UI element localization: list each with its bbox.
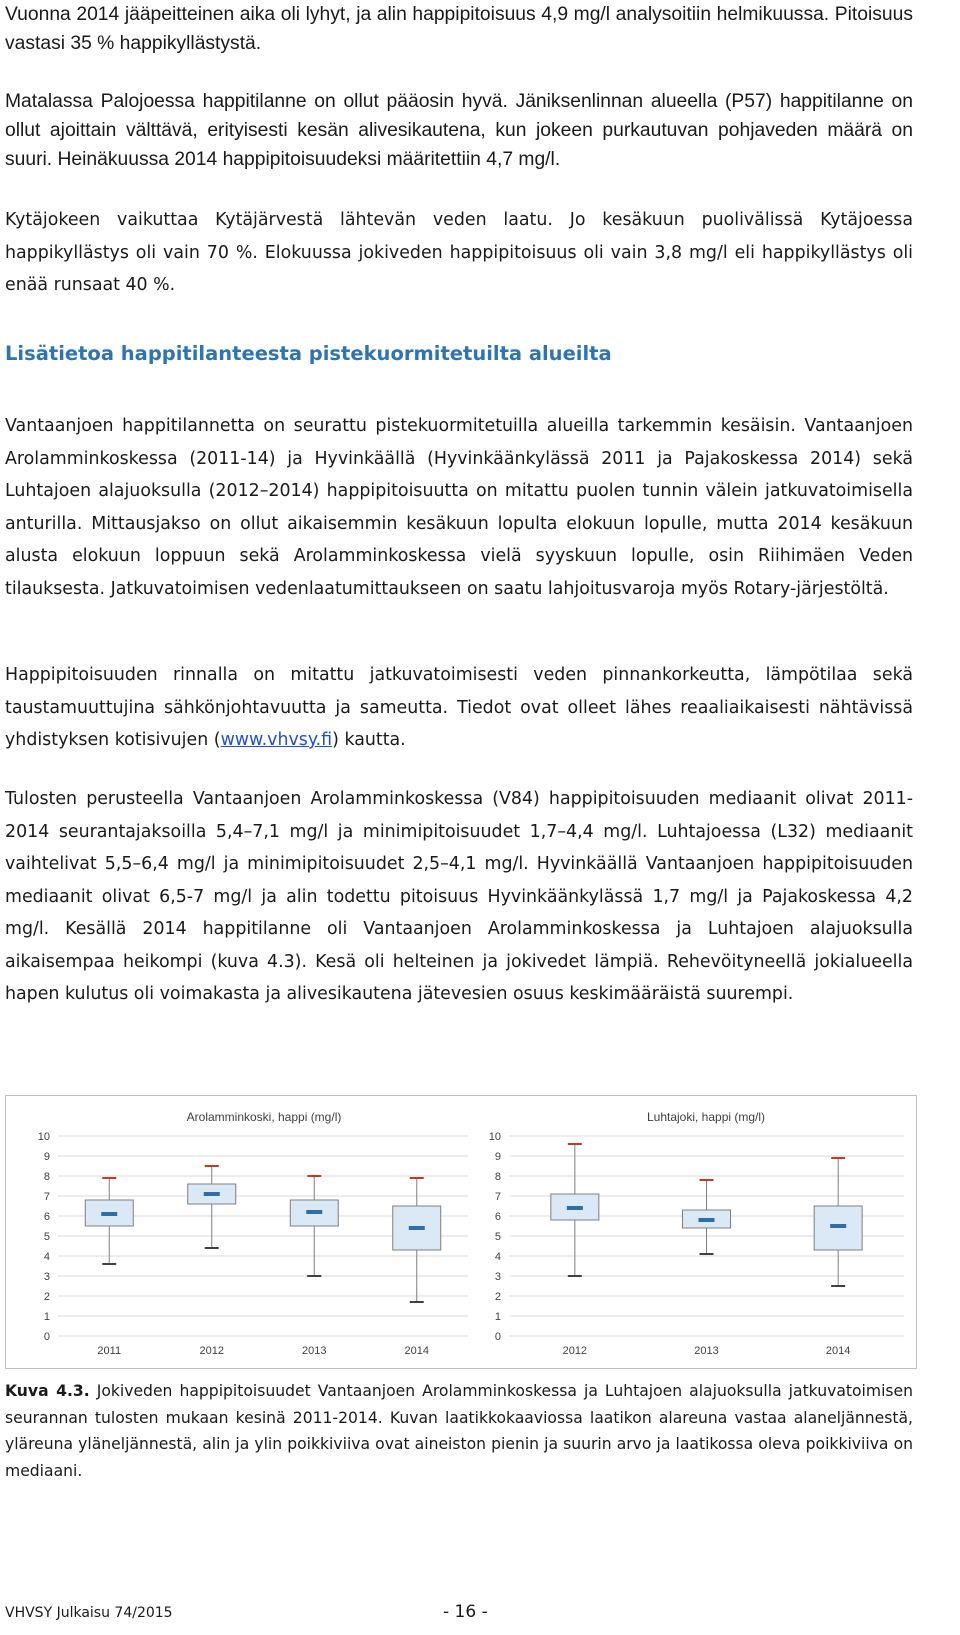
paragraph-mittaukset-text: Happipitoisuuden rinnalla on mitattu jatkuvatoimisesti veden pinnankorkeutta, lämpötilaa sekä taustamuuttujina sähkönjohtavuutta ja sameutta. Tiedot ovat olleet lähes reaaliaikaisesti nähtävissä yhdistyksen kotisivujen (: [5, 665, 913, 750]
y-tick-label: 8: [43, 1171, 50, 1183]
y-tick-label: 9: [494, 1151, 501, 1163]
y-tick-label: 2: [494, 1291, 501, 1303]
y-tick-label: 8: [494, 1171, 501, 1183]
median-marker: [567, 1206, 583, 1210]
x-tick-label: 2014: [404, 1345, 429, 1357]
paragraph-kytajoki: Kytäjokeen vaikuttaa Kytäjärvestä lähtevän veden laatu. Jo kesäkuun puolivälissä Kytäjoessa happikyllästys oli vain 70 %. Elokuussa jokiveden happipitoisuus oli vain 3,8 mg/l eli happikyllästys oli enää runsaat 40 %.: [5, 210, 913, 295]
median-marker: [699, 1218, 715, 1222]
figure-caption: [5, 1378, 913, 1484]
x-tick-label: 2013: [694, 1345, 719, 1357]
chart-title: Luhtajoki, happi (mg/l): [646, 1110, 766, 1124]
paragraph-mittaukset-end: ) kautta.: [332, 730, 406, 750]
median-marker: [830, 1224, 846, 1228]
boxplot-panel-1: [489, 1110, 904, 1357]
paragraph-jaapeite: Vuonna 2014 jääpeitteinen aika oli lyhyt, ja alin happipitoisuus 4,9 mg/l analysoitiin helmikuussa. Pitoisuus vastasi 35 % happikyllästystä.: [5, 4, 913, 54]
y-tick-label: 7: [43, 1191, 50, 1203]
y-tick-label: 10: [488, 1131, 501, 1143]
footer-page-number: - 16 -: [443, 1602, 488, 1622]
paragraph-seuranta: Vantaanjoen happitilannetta on seurattu pistekuormitetuilla alueilla tarkemmin kesäisin. Vantaanjoen Arolamminkoskessa (2011-14) ja Hyvinkäällä (Hyvinkäänkylässä 2011 ja Pajakoskessa 2014) sekä Luhtajoen alajuoksulla (2012–2014) happipitoisuutta on mitattu puolen tunnin välein jatkuvatoimisella anturilla. Mittausjakso on ollut aikaisemmin kesäkuun lopulta elokuun lopulle, mutta 2014 kesäkuun alusta elokuun loppuun sekä Arolamminkoskessa vielä syyskuun lopulle, osin Riihimäen Veden tilauksesta. Jatkuvatoimisen vedenlaatumittaukseen on saatu lahjoitusvaroja myös Rotary-järjestöltä.: [5, 416, 913, 599]
boxplot-panel-0: [38, 1110, 468, 1357]
median-marker: [204, 1192, 220, 1196]
x-tick-label: 2013: [302, 1345, 327, 1357]
paragraph-tulokset: Tulosten perusteella Vantaanjoen Arolamminkoskessa (V84) happipitoisuuden mediaanit olivat 2011-2014 seurantajaksoilla 5,4–7,1 mg/l ja minimipitoisuudet 1,7–4,4 mg/l. Luhtajoessa (L32) mediaanit vaihtelivat 5,5–6,4 mg/l ja minimipitoisuudet 2,5–4,1 mg/l. Hyvinkäällä Vantaanjoen happipitoisuuden mediaanit olivat 6,5-7 mg/l ja alin todettu pitoisuus Hyvinkäänkylässä 1,7 mg/l ja Pajakoskessa 4,2 mg/l. Kesällä 2014 happitilanne oli Vantaanjoen Arolamminkoskessa ja Luhtajoen alajuoksulla aikaisempaa heikompi (kuva 4.3). Kesä oli helteinen ja jokivedet lämpiä. Rehevöityneellä jokialueella hapen kulutus oli voimakasta ja alivesikautena jätevesien osuus keskimääräistä suurempi.: [5, 789, 913, 1004]
y-tick-label: 0: [43, 1331, 50, 1343]
median-marker: [101, 1212, 117, 1216]
x-tick-label: 2012: [562, 1345, 588, 1357]
y-tick-label: 7: [494, 1191, 501, 1203]
chart-title: Arolamminkoski, happi (mg/l): [186, 1110, 342, 1124]
y-tick-label: 1: [494, 1311, 501, 1323]
figure-boxplots: [5, 1095, 917, 1369]
vhvsy-website-link[interactable]: www.vhvsy.fi: [220, 730, 333, 750]
x-tick-label: 2014: [825, 1345, 851, 1357]
y-tick-label: 4: [494, 1251, 501, 1263]
y-tick-label: 5: [43, 1231, 50, 1243]
y-tick-label: 5: [494, 1231, 501, 1243]
median-marker: [306, 1210, 322, 1214]
figure-caption-label: Kuva 4.3.: [5, 1382, 90, 1400]
y-tick-label: 3: [43, 1271, 50, 1283]
x-tick-label: 2011: [97, 1345, 122, 1357]
y-tick-label: 10: [37, 1131, 50, 1143]
y-tick-label: 2: [43, 1291, 50, 1303]
y-tick-label: 0: [494, 1331, 501, 1343]
y-tick-label: 4: [43, 1251, 50, 1263]
boxplot-chart: [6, 1096, 916, 1368]
y-tick-label: 1: [43, 1311, 50, 1323]
y-tick-label: 6: [494, 1211, 501, 1223]
median-marker: [409, 1226, 425, 1230]
x-tick-label: 2012: [199, 1345, 224, 1357]
footer-publication: VHVSY Julkaisu 74/2015: [5, 1605, 173, 1621]
y-tick-label: 3: [494, 1271, 501, 1283]
figure-caption-text: Jokiveden happipitoisuudet Vantaanjoen Arolamminkoskessa ja Luhtajoen alajuoksulla jatkuvatoimisen seurannan tulosten mukaan kesinä 2011-2014. Kuvan laatikkokaaviossa laatikon alareuna vastaa alaneljännestä, yläreuna yläneljännestä, alin ja ylin poikkiviiva ovat aineiston pienin ja suurin arvo ja laatikossa oleva poikkiviiva on mediaani.: [5, 1382, 914, 1480]
y-tick-label: 9: [43, 1151, 50, 1163]
y-tick-label: 6: [43, 1211, 50, 1223]
section-heading: Lisätietoa happitilanteesta pistekuormitetuilta alueilta: [5, 342, 612, 365]
paragraph-mittaukset: [5, 659, 913, 757]
paragraph-palojoki: Matalassa Palojoessa happitilanne on ollut pääosin hyvä. Jäniksenlinnan alueella (P57) happitilanne on ollut ajoittain välttävä, erityisesti kesän alivesikautena, kun jokeen purkautuvan pohjaveden määrä on suuri. Heinäkuussa 2014 happipitoisuudeksi määritettiin 4,7 mg/l.: [5, 91, 913, 170]
